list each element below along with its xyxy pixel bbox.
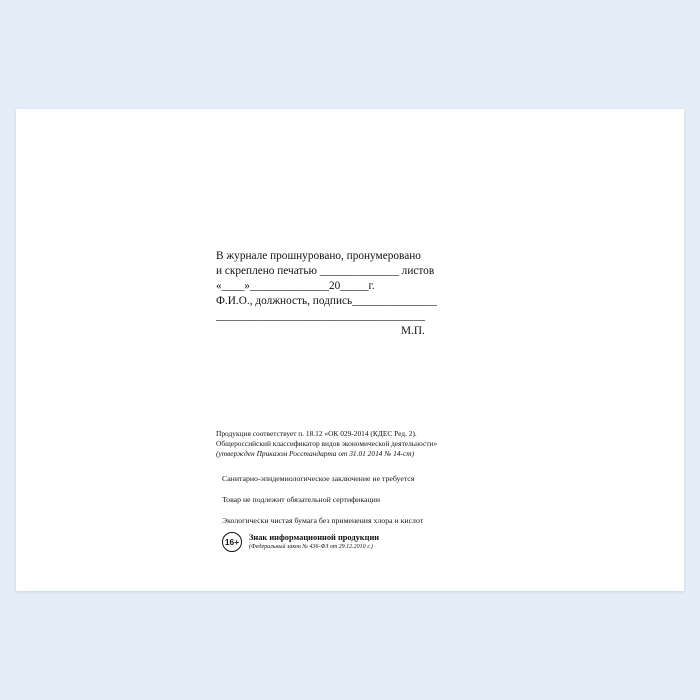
certification-line-2: и скреплено печатью ______________ листов — [216, 264, 435, 277]
okved-line-3: (утвержден Приказом Росстандарта от 31.01 2014 № 14-ст) — [216, 449, 415, 459]
document-page — [16, 109, 684, 591]
statement-certification: Товар не подлежит обязательной сертификации — [222, 494, 380, 504]
legal-block — [216, 429, 546, 525]
certification-line-5: _____________________________________ — [216, 309, 425, 322]
age-mark-title: Знак информационной продукции — [249, 532, 380, 542]
document-content — [16, 109, 684, 591]
statement-eco-paper: Экологически чистая бумага без применения хлора и кислот — [222, 515, 424, 525]
okved-line-2: Общероссийский классификатор видов экономической деятельности» — [216, 439, 438, 449]
certification-line-4: Ф.И.О., должность, подпись_______________ — [216, 294, 437, 307]
okved-line-1: Продукция соответствует п. 18.12 «ОК 029-2014 (КДЕС Ред. 2). — [216, 429, 417, 438]
age-mark-texts — [249, 533, 379, 552]
age-mark-subtitle: (Федеральный закон № 436-ФЗ от 29.12.2010 г.) — [249, 543, 373, 550]
certification-line-1: В журнале прошнуровано, пронумеровано — [216, 250, 421, 262]
certification-line-3: «____»______________20_____г. — [216, 279, 375, 292]
seal-mark: М.П. — [401, 325, 425, 337]
certification-block — [216, 249, 516, 324]
age-mark-row — [222, 532, 379, 552]
statement-sanitary: Санитарно-эпидемиологическое заключение не требуется — [222, 473, 415, 483]
age-rating-icon: 16+ — [222, 532, 242, 552]
